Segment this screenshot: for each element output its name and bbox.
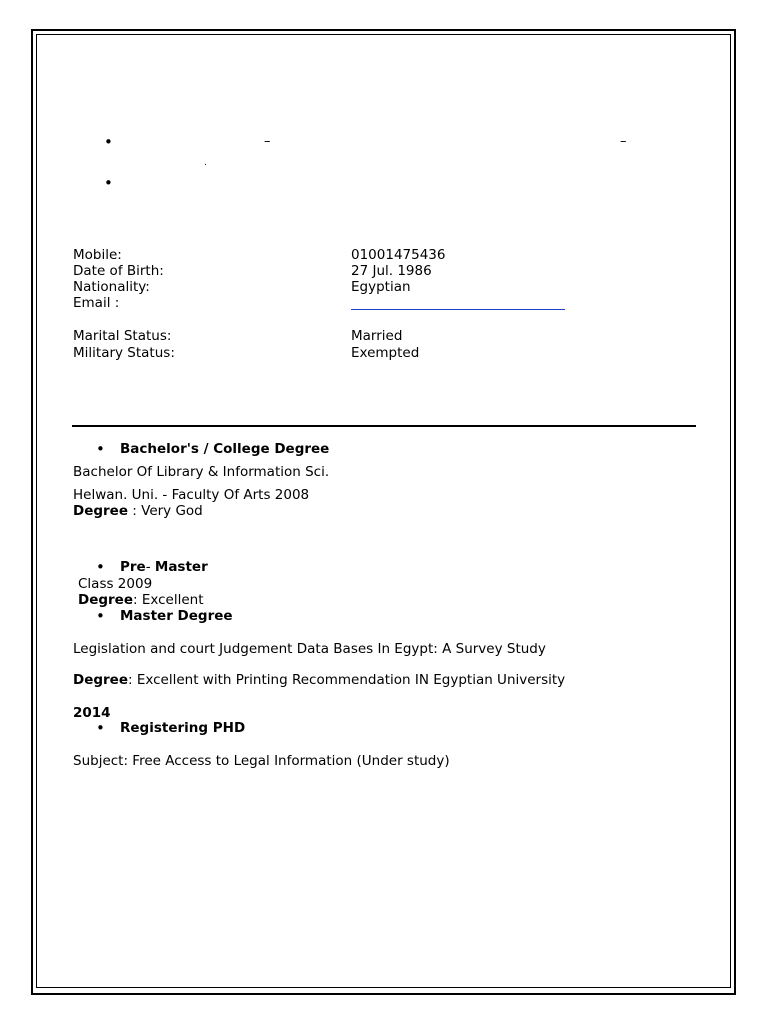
dash-mark-2: – [620,134,627,149]
phd-heading: Registering PHD [120,720,246,736]
nationality-label: Nationality: [73,279,150,295]
military-status-label: Military Status: [73,345,175,361]
nationality-value: Egyptian [351,279,411,295]
premaster-bullet: • [96,558,105,576]
bachelor-degree [73,503,203,519]
bachelor-degree-value: : Very God [128,503,203,519]
master-degree-label: Degree [73,672,128,688]
premaster-heading [120,559,208,575]
dash-mark-1: – [264,134,271,149]
email-label: Email : [73,295,120,311]
bachelor-program: Bachelor Of Library & Information Sci. [73,464,330,480]
bullet-2: • [104,174,113,192]
master-heading: Master Degree [120,608,233,624]
premaster-degree [78,592,204,608]
master-degree-value: : Excellent with Printing Recommendation IN Egyptian University [128,672,566,688]
premaster-heading-sep: - [145,559,155,575]
marital-status-label: Marital Status: [73,328,172,344]
bachelor-heading: Bachelor's / College Degree [120,441,330,457]
email-link[interactable] [351,309,565,310]
dot-mark: . [204,158,207,168]
bachelor-university: Helwan. Uni. - Faculty Of Arts 2008 [73,487,310,503]
master-bullet: • [96,607,105,625]
marital-status-value: Married [351,328,403,344]
bachelor-degree-label: Degree [73,503,128,519]
section-divider [72,425,696,427]
premaster-class: Class 2009 [78,576,153,592]
master-degree [73,672,565,688]
premaster-degree-label: Degree [78,592,133,608]
master-year: 2014 [73,705,111,721]
phd-bullet: • [96,719,105,737]
bachelor-bullet: • [96,440,105,458]
military-status-value: Exempted [351,345,420,361]
master-thesis: Legislation and court Judgement Data Bases In Egypt: A Survey Study [73,641,546,657]
premaster-heading-part1: Pre [120,559,146,575]
premaster-heading-part2: Master [154,559,208,575]
premaster-degree-value: : Excellent [133,592,204,608]
dob-value: 27 Jul. 1986 [351,263,432,279]
mobile-value: 01001475436 [351,247,446,263]
phd-subject: Subject: Free Access to Legal Information (Under study) [73,753,450,769]
dob-label: Date of Birth: [73,263,164,279]
bullet-1: • [104,133,113,151]
mobile-label: Mobile: [73,247,122,263]
